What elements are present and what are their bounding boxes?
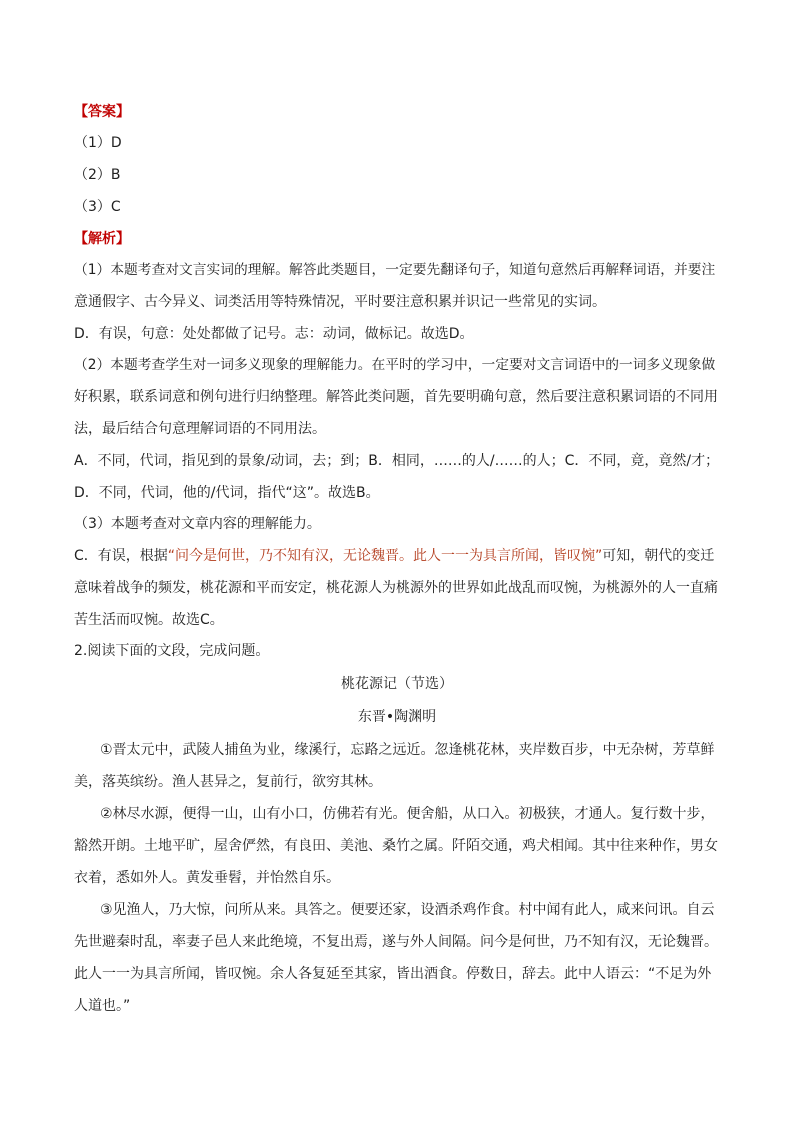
analysis-p3-line2 (74, 546, 714, 566)
analysis-p1-line1: （1）本题考查对文言实词的理解。解答此类题目，一定要先翻译句子，知道句意然后再解释词语，并要注 (74, 262, 716, 278)
para3-line4: 人道也。” (74, 998, 131, 1014)
question2-prompt: 2.阅读下面的文段，完成问题。 (74, 643, 270, 659)
para2-line3: 衣着，悉如外人。黄发垂髫，并怡然自乐。 (74, 870, 340, 886)
para2-line2: 豁然开朗。土地平旷，屋舍俨然，有良田、美池、桑竹之属。阡陌交通，鸡犬相闻。其中往来种作，男女 (74, 838, 718, 854)
para1-line1: ①晋太元中，武陵人捕鱼为业，缘溪行，忘路之远近。忽逢桃花林，夹岸数百步，中无杂树，芳草鲜 (100, 742, 715, 758)
analysis-p2-line4: A．不同，代词，指见到的景象/动词，去；到；B．相同，……的人/……的人；C．不同，竟，竟然/才； (74, 453, 720, 469)
answer-heading: 【答案】 (74, 104, 130, 120)
analysis-p1-line3: D．有误，句意：处处都做了记号。志：动词，做标记。故选D。 (74, 326, 474, 342)
para3-line1: ③见渔人，乃大惊，问所从来。具答之。便要还家，设酒杀鸡作食。村中闻有此人，咸来问讯。自云 (100, 902, 715, 918)
para1-line2: 美，落英缤纷。渔人甚异之，复前行，欲穷其林。 (74, 774, 382, 790)
analysis-p3-line3: 意味着战争的频发，桃花源和平而安定，桃花源人为桃源外的世界如此战乱而叹惋，为桃源外的人一直痛 (74, 580, 718, 596)
analysis-p2-line1: （2）本题考查学生对一词多义现象的理解能力。在平时的学习中，一定要对文言词语中的一词多义现象做 (74, 357, 716, 373)
analysis-p1-line2: 意通假字、古今异义、词类活用等特殊情况，平时要注意积累并识记一些常见的实词。 (74, 294, 606, 310)
analysis-heading: 【解析】 (74, 231, 130, 247)
para3-line2: 先世避秦时乱，率妻子邑人来此绝境，不复出焉，遂与外人间隔。问今是何世，乃不知有汉，无论魏晋。 (74, 934, 718, 950)
analysis-p3-line2-start: C．有误，根据 (74, 548, 168, 564)
analysis-p2-line5: D．不同，代词，他的/代词，指代“这”。故选B。 (74, 485, 380, 501)
answer-item-1: （1）D (74, 135, 122, 151)
answer-item-3: （3）C (74, 199, 121, 215)
para2-line1: ②林尽水源，便得一山，山有小口，仿佛若有光。便舍船，从口入。初极狭，才通人。复行数十步， (100, 806, 715, 822)
analysis-p2-line3: 法，最后结合句意理解词语的不同用法。 (74, 421, 326, 437)
analysis-p3-line2-end: 可知，朝代的变迁 (602, 548, 715, 564)
analysis-p3-line1: （3）本题考查对文章内容的理解能力。 (74, 516, 321, 532)
passage-title: 桃花源记（节选） (341, 676, 453, 692)
analysis-quote: “问今是何世，乃不知有汉，无论魏晋。此人一一为具言所闻，皆叹惋” (167, 548, 603, 564)
answer-item-2: （2）B (74, 167, 121, 183)
analysis-p3-line4: 苦生活而叹惋。故选C。 (74, 612, 224, 628)
analysis-p2-line2: 好积累，联系词意和例句进行归纳整理。解答此类问题，首先要明确句意，然后要注意积累词语的不同用 (74, 389, 718, 405)
passage-author: 东晋•陶渊明 (357, 709, 437, 725)
para3-line3: 此人一一为具言所闻，皆叹惋。余人各复延至其家，皆出酒食。停数日，辞去。此中人语云：“不足为外 (74, 966, 712, 982)
